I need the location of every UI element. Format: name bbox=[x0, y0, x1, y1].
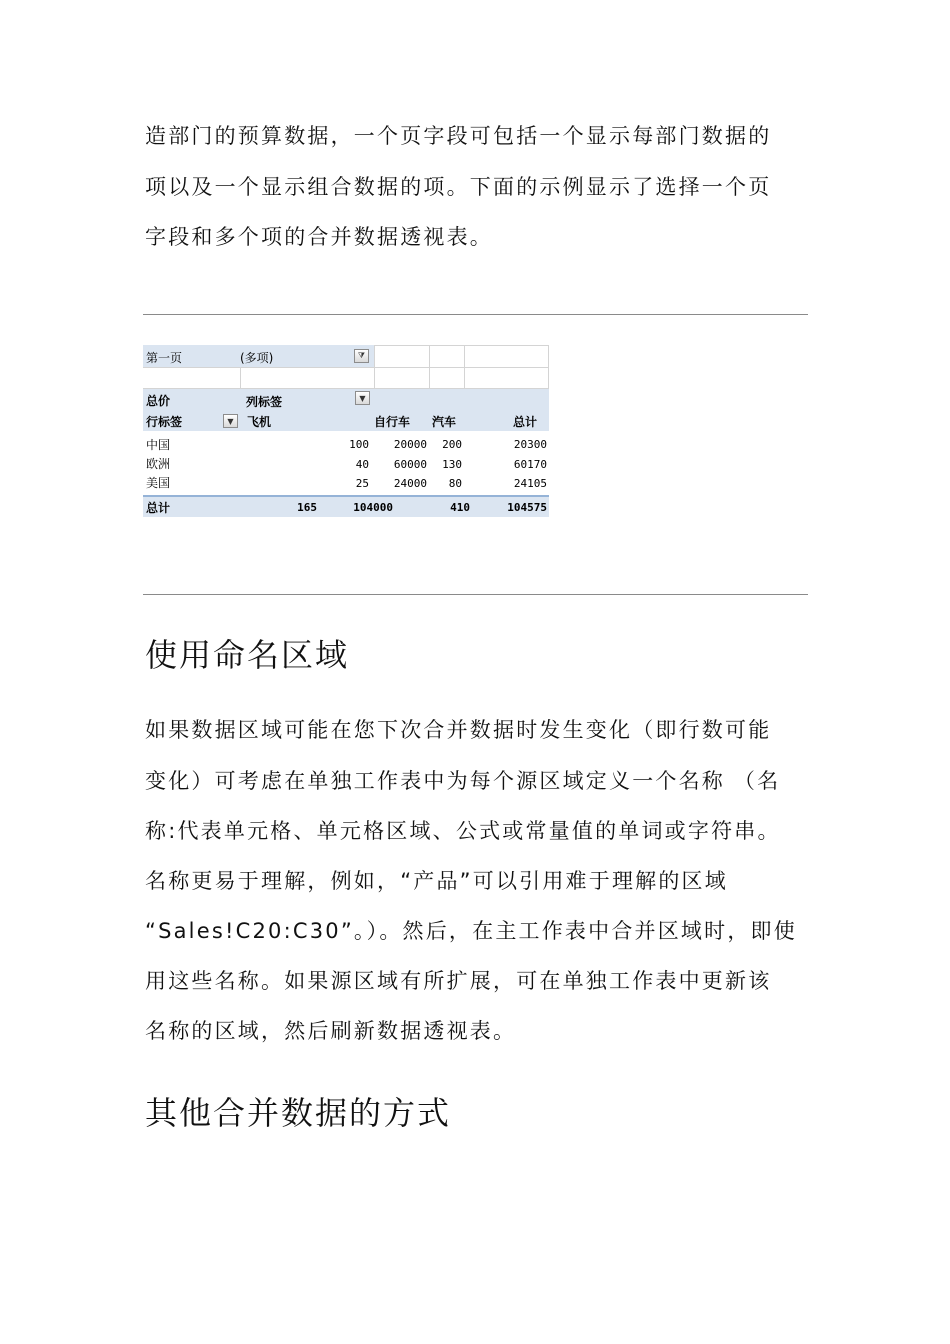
column-filter-dropdown-icon[interactable]: ▼ bbox=[355, 391, 370, 405]
table-cell: 60170 bbox=[513, 458, 547, 471]
total-cell: 104000 bbox=[353, 501, 393, 514]
total-label: 总计 bbox=[146, 501, 171, 515]
body-line-1: 如果数据区域可能在您下次合并数据时发生变化（即行数可能 bbox=[145, 718, 772, 742]
row-labels-label: 行标签 bbox=[146, 415, 183, 429]
intro-line-2: 项以及一个显示组合数据的项。下面的示例显示了选择一个页 bbox=[145, 175, 772, 199]
section-heading-other-methods: 其他合并数据的方式 bbox=[145, 1094, 452, 1132]
body-line-6: 用这些名称。如果源区域有所扩展，可在单独工作表中更新该 bbox=[145, 969, 772, 993]
body-line-7: 名称的区域，然后刷新数据透视表。 bbox=[145, 1019, 517, 1043]
table-cell: 80 bbox=[448, 477, 462, 490]
values-label: 总价 bbox=[146, 394, 171, 408]
body-line-2: 变化）可考虑在单独工作表中为每个源区域定义一个名称 （名 bbox=[145, 769, 781, 793]
table-cell: 100 bbox=[349, 438, 369, 451]
table-cell: 25 bbox=[355, 477, 369, 490]
body-line-5: “Sales!C20:C30”。）。然后，在主工作表中合并区域时，即使 bbox=[145, 919, 797, 943]
body-line-3: 称:代表单元格、单元格区域、公式或常量值的单词或字符串。 bbox=[145, 819, 781, 843]
filter-icon[interactable]: ⧩ bbox=[354, 349, 369, 363]
column-header: 总计 bbox=[513, 415, 538, 429]
row-label: 美国 bbox=[146, 476, 171, 490]
row-label: 欧洲 bbox=[146, 457, 171, 471]
total-cell: 104575 bbox=[507, 501, 547, 514]
pivot-table bbox=[143, 345, 549, 517]
table-cell: 20300 bbox=[513, 438, 547, 451]
total-cell: 410 bbox=[450, 501, 470, 514]
header-band bbox=[143, 389, 549, 431]
divider-top bbox=[143, 314, 808, 315]
column-header: 汽车 bbox=[432, 415, 457, 429]
row-label: 中国 bbox=[146, 438, 171, 452]
table-cell: 200 bbox=[442, 438, 462, 451]
table-cell: 130 bbox=[442, 458, 462, 471]
section-heading-named-ranges: 使用命名区域 bbox=[145, 636, 350, 674]
total-cell: 165 bbox=[297, 501, 317, 514]
intro-line-3: 字段和多个项的合并数据透视表。 bbox=[145, 225, 493, 249]
table-cell: 20000 bbox=[393, 438, 427, 451]
divider-bottom bbox=[143, 594, 808, 595]
page-field-label: 第一页 bbox=[146, 351, 183, 365]
table-cell: 24000 bbox=[393, 477, 427, 490]
column-header: 飞机 bbox=[247, 415, 272, 429]
page-field-value: (多项) bbox=[240, 351, 274, 365]
column-header: 自行车 bbox=[374, 415, 411, 429]
table-cell: 60000 bbox=[393, 458, 427, 471]
body-line-4: 名称更易于理解，例如，“产品”可以引用难于理解的区域 bbox=[145, 869, 728, 893]
column-labels-label: 列标签 bbox=[246, 395, 283, 409]
table-cell: 40 bbox=[355, 458, 369, 471]
intro-line-1: 造部门的预算数据，一个页字段可包括一个显示每部门数据的 bbox=[145, 124, 772, 148]
row-filter-dropdown-icon[interactable]: ▼ bbox=[223, 414, 238, 428]
table-cell: 24105 bbox=[513, 477, 547, 490]
